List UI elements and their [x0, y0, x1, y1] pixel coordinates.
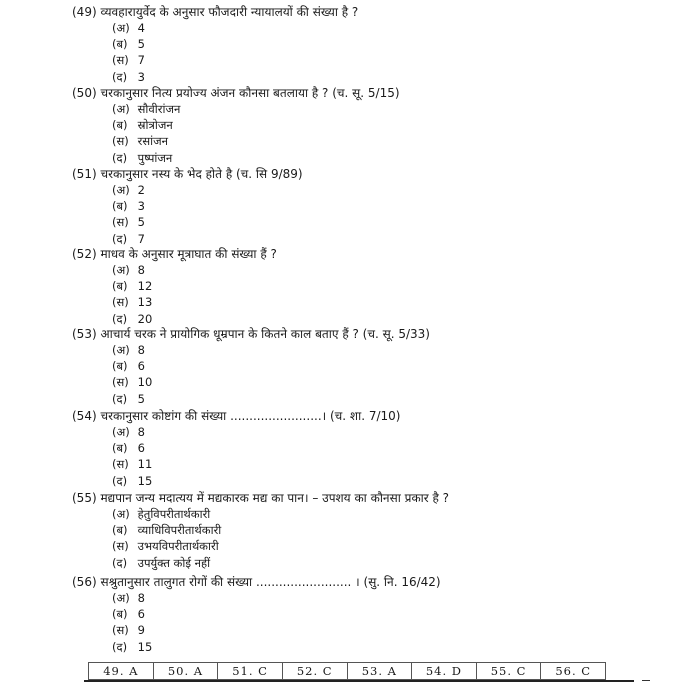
- option-text: 13: [137, 295, 153, 310]
- option-label: (अ): [112, 102, 130, 116]
- option: [72, 538, 632, 554]
- question-number: (53): [72, 327, 97, 341]
- question-number: (52): [72, 247, 97, 261]
- question-number: (50): [72, 86, 97, 100]
- option-label: (अ): [112, 425, 130, 439]
- option-label: (स): [112, 457, 129, 472]
- option: [72, 198, 632, 214]
- option-label: (स): [112, 53, 129, 68]
- question-stem: मद्यपान जन्य मदात्यय में मद्यकारक मद्य का पान। – उपशय का कौनसा प्रकार है ?: [100, 491, 450, 505]
- option: [72, 590, 632, 606]
- option-label: (ब): [112, 37, 128, 52]
- option: [72, 424, 632, 440]
- option-text: 3: [137, 69, 145, 84]
- option-text: स्रोत्रोजन: [137, 118, 173, 133]
- answer-cell: 49. A: [88, 663, 153, 679]
- option: [72, 36, 632, 52]
- question-stem: आचार्य चरक ने प्रायोगिक धूम्रपान के कितने काल बताए हैं ? (च. सू. 5/33): [100, 327, 430, 341]
- option-label: (ब): [112, 523, 128, 538]
- option: [72, 150, 632, 166]
- option-text: 3: [137, 199, 145, 214]
- option-text: 7: [137, 53, 145, 68]
- option-label: (द): [112, 391, 128, 406]
- question-stem: चरकानुसार कोष्टांग की संख्या ........................। (च. शा. 7/10): [100, 409, 401, 423]
- option: [72, 294, 632, 310]
- answer-key: [88, 662, 606, 680]
- option-label: (स): [112, 539, 129, 554]
- question-text: [72, 408, 632, 424]
- option-text: 9: [137, 623, 145, 638]
- option-label: (ब): [112, 279, 128, 294]
- option: [72, 214, 632, 230]
- option-text: 5: [137, 215, 145, 230]
- option-text: 15: [137, 639, 153, 654]
- option-text: 7: [137, 231, 145, 246]
- question-text: [72, 85, 632, 101]
- option-text: 10: [137, 375, 153, 390]
- option: [72, 101, 632, 117]
- question-stem: सश्रुतानुसार तालुगत रोगों की संख्या ......................... । (सु. नि. 16/42): [100, 575, 441, 589]
- option-label: (स): [112, 215, 129, 230]
- option-text: 5: [137, 37, 145, 52]
- option-text: सौवीरांजन: [137, 102, 181, 116]
- question-56: [72, 574, 632, 655]
- option-label: (अ): [112, 507, 130, 521]
- option-label: (अ): [112, 183, 130, 197]
- answer-cell: 54. D: [411, 663, 476, 679]
- option-text: उभयविपरीतार्थकारी: [137, 539, 219, 554]
- option-label: (स): [112, 623, 129, 638]
- option-label: (स): [112, 375, 129, 390]
- option-label: (अ): [112, 263, 130, 277]
- option: [72, 182, 632, 198]
- question-text: [72, 4, 632, 20]
- option-text: 15: [137, 473, 153, 488]
- question-text: [72, 490, 632, 506]
- answer-cell: 51. C: [217, 663, 282, 679]
- option: [72, 522, 632, 538]
- option-label: (अ): [112, 21, 130, 35]
- question-stem: चरकानुसार नस्य के भेद होते है (च. सि 9/89): [100, 167, 303, 181]
- answer-cell: 50. A: [153, 663, 218, 679]
- option-text: उपर्युक्त कोई नहीं: [137, 555, 211, 570]
- option-text: 4: [137, 21, 145, 35]
- option-label: (ब): [112, 441, 128, 456]
- option-label: (अ): [112, 343, 130, 357]
- option: [72, 342, 632, 358]
- option-label: (ब): [112, 199, 128, 214]
- question-text: [72, 574, 632, 590]
- option-text: 12: [137, 279, 153, 294]
- option: [72, 374, 632, 390]
- option-label: (द): [112, 473, 128, 488]
- option-label: (द): [112, 555, 128, 570]
- option: [72, 133, 632, 149]
- option: [72, 622, 632, 638]
- option-text: 6: [137, 607, 145, 622]
- option: [72, 639, 632, 655]
- option-text: 8: [137, 425, 145, 439]
- bottom-divider: [84, 680, 634, 682]
- question-number: (56): [72, 575, 97, 589]
- option: [72, 606, 632, 622]
- question-number: (54): [72, 409, 97, 423]
- option-text: 8: [137, 591, 145, 605]
- option-label: (स): [112, 134, 129, 149]
- option-text: 2: [137, 183, 145, 197]
- option-text: 6: [137, 359, 145, 374]
- option-text: 5: [137, 391, 145, 406]
- option: [72, 358, 632, 374]
- option-label: (द): [112, 639, 128, 654]
- question-55: [72, 490, 632, 571]
- option: [72, 473, 632, 489]
- option-text: 20: [137, 311, 153, 326]
- question-text: [72, 246, 632, 262]
- question-50: [72, 85, 632, 166]
- option-text: 8: [137, 343, 145, 357]
- question-stem: चरकानुसार नित्य प्रयोज्य अंजन कौनसा बतलाया है ? (च. सू. 5/15): [100, 86, 400, 100]
- question-text: [72, 326, 632, 342]
- page-edge-mark: [642, 680, 650, 681]
- option: [72, 231, 632, 247]
- option-label: (द): [112, 231, 128, 246]
- option-text: 6: [137, 441, 145, 456]
- option-label: (ब): [112, 607, 128, 622]
- question-text: [72, 166, 632, 182]
- option-label: (ब): [112, 118, 128, 133]
- option-text: व्याधिविपरीतार्थकारी: [137, 523, 222, 538]
- answer-cell: 53. A: [347, 663, 412, 679]
- option-label: (ब): [112, 359, 128, 374]
- option: [72, 506, 632, 522]
- option: [72, 278, 632, 294]
- option: [72, 20, 632, 36]
- question-49: [72, 4, 632, 85]
- question-number: (49): [72, 5, 97, 19]
- option-text: रसांजन: [137, 134, 169, 149]
- question-53: [72, 326, 632, 407]
- option: [72, 52, 632, 68]
- option-label: (द): [112, 311, 128, 326]
- option: [72, 69, 632, 85]
- question-54: [72, 408, 632, 489]
- question-number: (55): [72, 491, 97, 505]
- option: [72, 311, 632, 327]
- option-text: पुष्पांजन: [137, 150, 173, 165]
- answer-cell: 56. C: [540, 663, 606, 679]
- option: [72, 391, 632, 407]
- answer-cell: 52. C: [282, 663, 347, 679]
- question-52: [72, 246, 632, 327]
- option-label: (द): [112, 150, 128, 165]
- question-number: (51): [72, 167, 97, 181]
- question-stem: व्यवहारायुर्वेद के अनुसार फौजदारी न्यायालयों की संख्या है ?: [100, 5, 359, 19]
- option-label: (अ): [112, 591, 130, 605]
- question-stem: माधव के अनुसार मूत्राघात की संख्या हैं ?: [100, 247, 277, 261]
- option-text: 8: [137, 263, 145, 277]
- option: [72, 262, 632, 278]
- option: [72, 555, 632, 571]
- answer-cell: 55. C: [476, 663, 541, 679]
- option-text: हेतुविपरीतार्थकारी: [137, 507, 211, 521]
- option: [72, 456, 632, 472]
- question-51: [72, 166, 632, 247]
- option: [72, 117, 632, 133]
- option: [72, 440, 632, 456]
- option-label: (स): [112, 295, 129, 310]
- option-label: (द): [112, 69, 128, 84]
- option-text: 11: [137, 457, 153, 472]
